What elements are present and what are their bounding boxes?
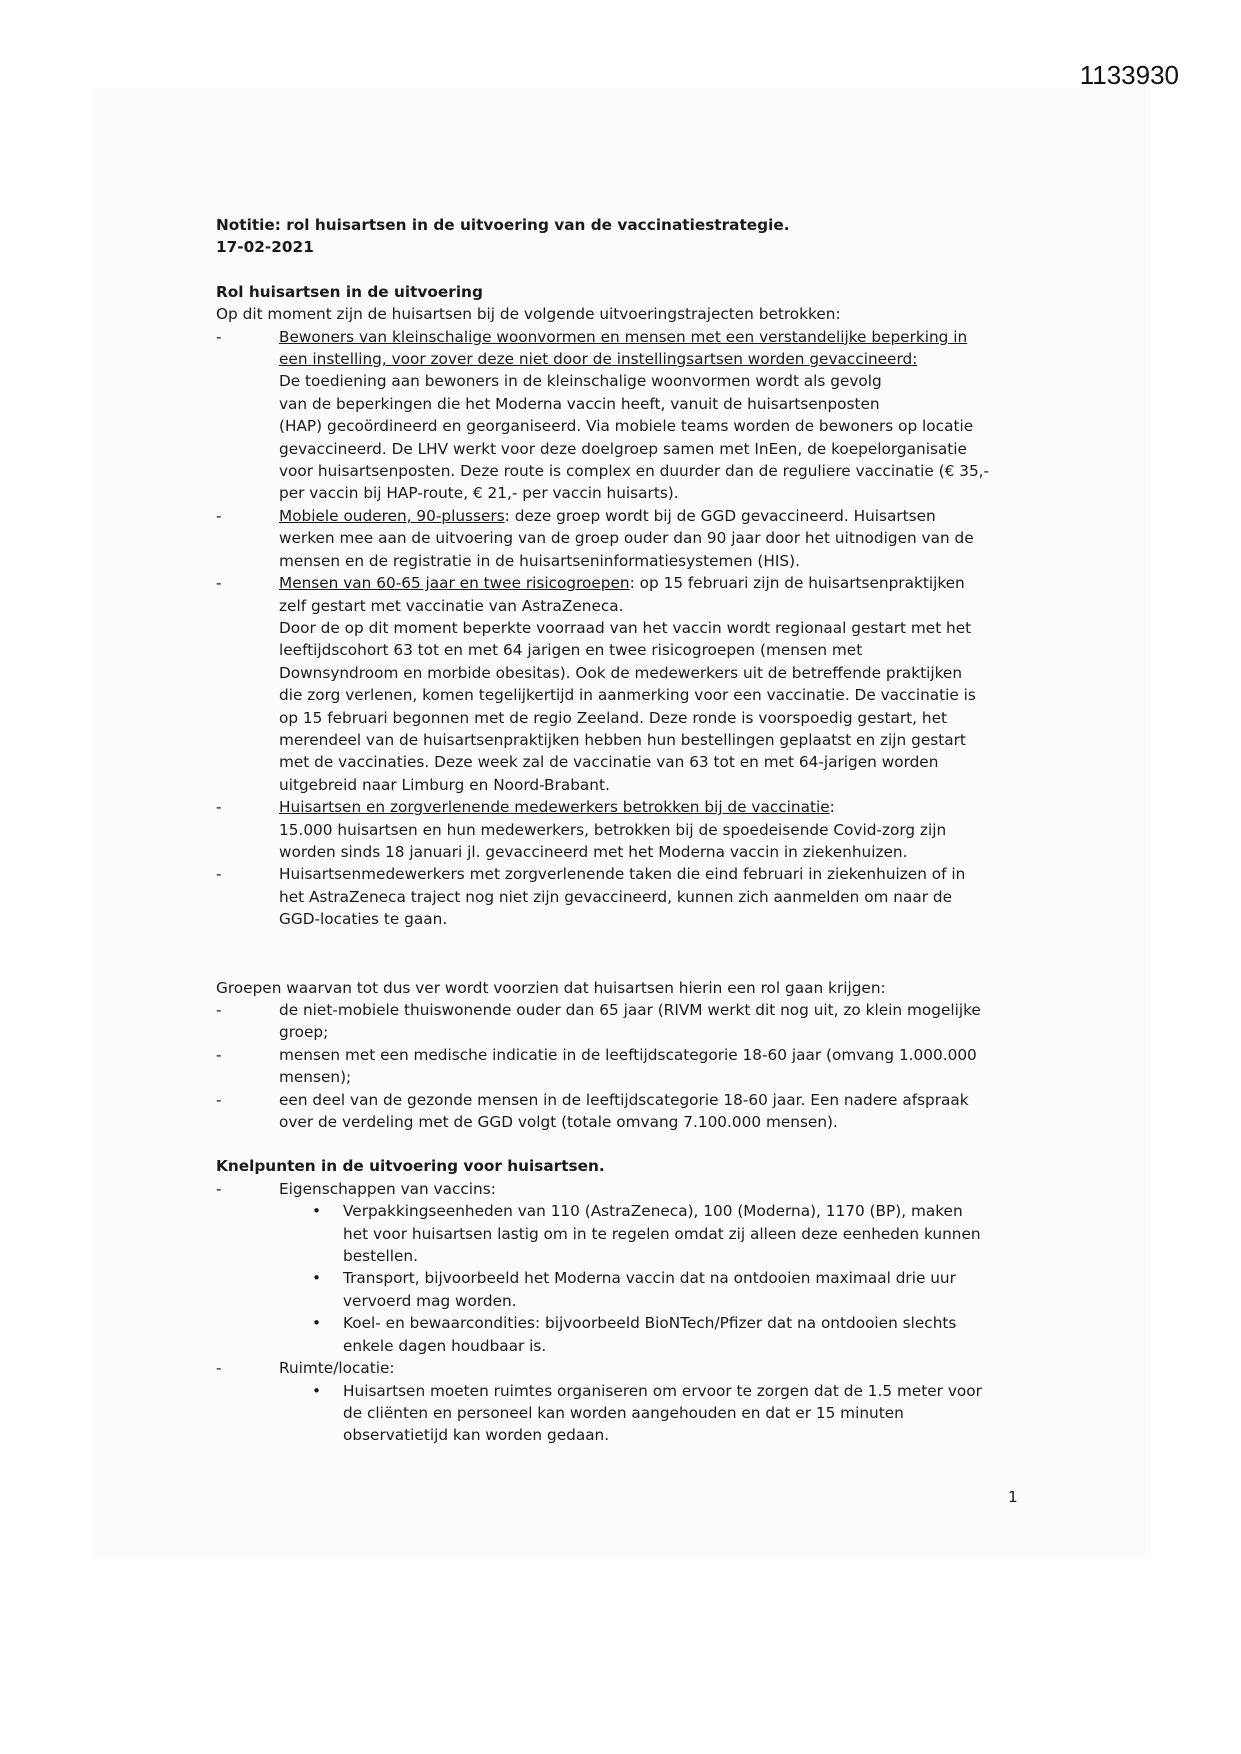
list-item <box>216 1178 1046 1200</box>
dash-marker: - <box>216 506 222 525</box>
dash-marker: - <box>216 1001 222 1019</box>
text-line: per vaccin bij HAP-route, € 21,- per vaccin huisarts). <box>279 484 679 503</box>
dash-marker: - <box>216 865 222 884</box>
text-line: op 15 februari begonnen met de regio Zeeland. Deze ronde is voorspoedig gestart, het <box>279 708 948 727</box>
text-line: Huisartsenmedewerkers met zorgverlenende taken die eind februari in ziekenhuizen of in <box>279 865 966 884</box>
text-line: het voor huisartsen lastig om in te regelen omdat zij alleen deze eenheden kunnen <box>343 1224 981 1243</box>
dash-list-uitvoeringstrajecten <box>216 326 1046 931</box>
dash-marker: - <box>216 798 222 817</box>
bullet-item <box>216 1200 1046 1267</box>
list-item <box>216 1044 1046 1089</box>
dash-marker: - <box>216 327 222 346</box>
group-label: Ruimte/locatie: <box>279 1359 395 1378</box>
document-title: Notitie: rol huisartsen in de uitvoering van de vaccinatiestrategie. <box>216 216 790 234</box>
text-line: werken mee aan de uitvoering van de groep ouder dan 90 jaar door het uitnodigen van de <box>279 529 974 548</box>
text-line: 15.000 huisartsen en hun medewerkers, betrokken bij de spoedeisende Covid-zorg zijn <box>279 820 947 839</box>
bullet-item <box>216 1267 1046 1312</box>
dash-marker: - <box>216 1090 222 1109</box>
text-line: observatietijd kan worden gedaan. <box>343 1426 610 1445</box>
list-item <box>216 999 1046 1044</box>
text-line: die zorg verlenen, komen tegelijkertijd in aanmerking voor een vaccinatie. De vaccinatie is <box>279 686 976 705</box>
text-line: het AstraZeneca traject nog niet zijn gevaccineerd, kunnen zich aanmelden om naar de <box>279 887 953 906</box>
text-line: Transport, bijvoorbeeld het Moderna vaccin dat na ontdooien maximaal drie uur <box>343 1269 956 1288</box>
text-line: de cliënten en personeel kan worden aangehouden en dat er 15 minuten <box>343 1403 904 1422</box>
dash-list-groepen <box>216 999 1046 1133</box>
text-line: vervoerd mag worden. <box>343 1291 517 1310</box>
text-line: De toediening aan bewoners in de kleinschalige woonvormen wordt als gevolg <box>279 372 882 391</box>
list-item <box>216 1089 1046 1134</box>
text-line: bestellen. <box>343 1247 418 1266</box>
list-item <box>216 1357 1046 1379</box>
text-line: (HAP) gecoördineerd en georganiseerd. Via mobiele teams worden de bewoners op locatie <box>279 417 974 436</box>
dash-marker: - <box>216 1359 222 1378</box>
section-intro-rol: Op dit moment zijn de huisartsen bij de volgende uitvoeringstrajecten betrokken: <box>216 305 841 324</box>
list-item <box>216 796 1046 863</box>
text-line: groep; <box>279 1023 329 1042</box>
dash-marker: - <box>216 574 222 593</box>
document-date: 17-02-2021 <box>216 238 314 257</box>
text-line: Huisartsen en zorgverlenende medewerkers betrokken bij de vaccinatie: <box>279 798 835 817</box>
section-intro-groepen: Groepen waarvan tot dus ver wordt voorzien dat huisartsen hierin een rol gaan krijgen: <box>216 978 886 997</box>
text-line: Verpakkingseenheden van 110 (AstraZeneca), 100 (Moderna), 1170 (BP), maken <box>343 1202 963 1221</box>
text-line: worden sinds 18 januari jl. gevaccineerd met het Moderna vaccin in ziekenhuizen. <box>279 842 908 861</box>
text-line: Huisartsen moeten ruimtes organiseren om ervoor te zorgen dat de 1.5 meter voor <box>343 1381 982 1400</box>
dash-marker: - <box>216 1179 222 1198</box>
text-line: leeftijdscohort 63 tot en met 64 jarigen en twee risicogroepen (mensen met <box>279 641 863 660</box>
bullet-icon: • <box>312 1202 322 1221</box>
text-line: GGD-locaties te gaan. <box>279 910 448 929</box>
text-line: Bewoners van kleinschalige woonvormen en mensen met een verstandelijke beperking in <box>279 327 968 346</box>
text-line: Mensen van 60-65 jaar en twee risicogroepen: op 15 februari zijn de huisartsenpraktijken <box>279 574 965 593</box>
text-line: met de vaccinaties. Deze week zal de vaccinatie van 63 tot en met 64-jarigen worden <box>279 753 939 772</box>
page-number: 1 <box>1008 1488 1018 1506</box>
text-line: uitgebreid naar Limburg en Noord-Brabant. <box>279 775 610 794</box>
text-line: over de verdeling met de GGD volgt (totale omvang 7.100.000 mensen). <box>279 1113 838 1132</box>
list-item <box>216 505 1046 572</box>
text-line: Door de op dit moment beperkte voorraad van het vaccin wordt regionaal gestart met het <box>279 618 972 637</box>
document-body <box>216 214 1046 1447</box>
group-label: Eigenschappen van vaccins: <box>279 1179 496 1198</box>
text-line: mensen met een medische indicatie in de leeftijdscategorie 18-60 jaar (omvang 1.000.000 <box>279 1045 977 1064</box>
text-line: gevaccineerd. De LHV werkt voor deze doelgroep samen met InEen, de koepelorganisatie <box>279 439 967 458</box>
section-heading-rol: Rol huisartsen in de uitvoering <box>216 282 483 301</box>
text-line: merendeel van de huisartsenpraktijken hebben hun bestellingen geplaatst en zijn gestart <box>279 730 966 749</box>
text-line: zelf gestart met vaccinatie van AstraZeneca. <box>279 596 624 615</box>
dash-marker: - <box>216 1045 222 1064</box>
text-line: enkele dagen houdbaar is. <box>343 1336 547 1355</box>
text-line: Downsyndroom en morbide obesitas). Ook de medewerkers uit de betreffende praktijken <box>279 663 963 682</box>
document-number: 1133930 <box>1079 60 1179 90</box>
bullet-icon: • <box>312 1381 322 1400</box>
bullet-item <box>216 1312 1046 1357</box>
bullet-item <box>216 1380 1046 1447</box>
text-line: Mobiele ouderen, 90-plussers: deze groep wordt bij de GGD gevaccineerd. Huisartsen <box>279 506 936 525</box>
bullet-icon: • <box>312 1314 322 1333</box>
text-line: mensen en de registratie in de huisartseninformatiesystemen (HIS). <box>279 551 800 570</box>
dash-list-knelpunten <box>216 1178 1046 1447</box>
section-heading-knelpunten: Knelpunten in de uitvoering voor huisartsen. <box>216 1157 605 1176</box>
text-line: de niet-mobiele thuiswonende ouder dan 65 jaar (RIVM werkt dit nog uit, zo klein mogelijke <box>279 1001 981 1019</box>
text-line: Koel- en bewaarcondities: bijvoorbeeld BioNTech/Pfizer dat na ontdooien slechts <box>343 1314 957 1333</box>
list-item <box>216 863 1046 930</box>
list-item <box>216 326 1046 505</box>
text-line: een instelling, voor zover deze niet door de instellingsartsen worden gevaccineerd: <box>279 350 918 369</box>
bullet-icon: • <box>312 1269 322 1288</box>
text-line: een deel van de gezonde mensen in de leeftijdscategorie 18-60 jaar. Een nadere afspraak <box>279 1090 969 1109</box>
text-line: mensen); <box>279 1068 352 1087</box>
list-item <box>216 572 1046 796</box>
text-line: van de beperkingen die het Moderna vaccin heeft, vanuit de huisartsenposten <box>279 394 880 413</box>
text-line: voor huisartsenposten. Deze route is complex en duurder dan de reguliere vaccinatie (€ 35,- <box>279 462 990 481</box>
